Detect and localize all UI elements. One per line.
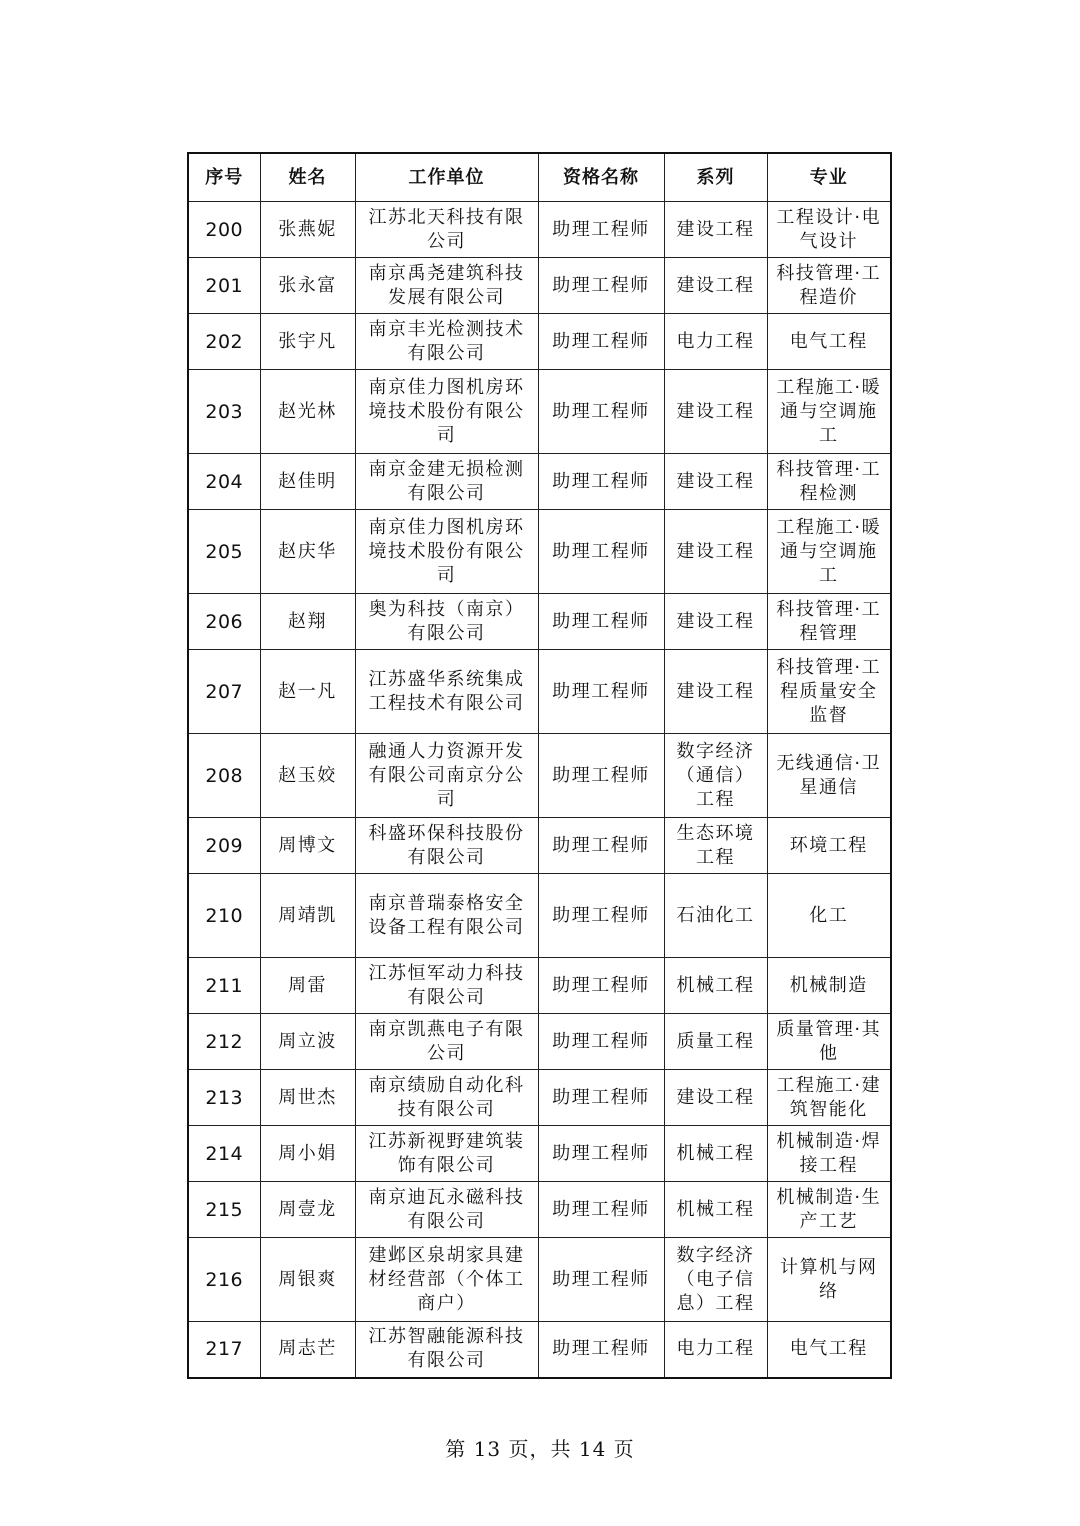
cell-unit: 南京佳力图机房环境技术股份有限公司 bbox=[355, 370, 538, 454]
table-row bbox=[188, 202, 891, 258]
cell-no: 211 bbox=[188, 958, 260, 1014]
cell-name: 赵翔 bbox=[260, 594, 355, 650]
cell-qualification: 助理工程师 bbox=[538, 818, 664, 874]
cell-major: 环境工程 bbox=[767, 818, 891, 874]
cell-qualification: 助理工程师 bbox=[538, 1070, 664, 1126]
cell-unit: 科盛环保科技股份有限公司 bbox=[355, 818, 538, 874]
cell-name: 张永富 bbox=[260, 258, 355, 314]
cell-unit: 奥为科技（南京）有限公司 bbox=[355, 594, 538, 650]
cell-series: 石油化工 bbox=[664, 874, 767, 958]
cell-unit: 江苏智融能源科技有限公司 bbox=[355, 1322, 538, 1378]
cell-series: 建设工程 bbox=[664, 202, 767, 258]
cell-series: 建设工程 bbox=[664, 370, 767, 454]
cell-name: 赵佳明 bbox=[260, 454, 355, 510]
cell-no: 210 bbox=[188, 874, 260, 958]
cell-no: 215 bbox=[188, 1182, 260, 1238]
cell-unit: 融通人力资源开发有限公司南京分公司 bbox=[355, 734, 538, 818]
cell-series: 电力工程 bbox=[664, 1322, 767, 1378]
table-row bbox=[188, 1014, 891, 1070]
cell-name: 周立波 bbox=[260, 1014, 355, 1070]
table-row bbox=[188, 958, 891, 1014]
cell-name: 周靖凯 bbox=[260, 874, 355, 958]
cell-qualification: 助理工程师 bbox=[538, 314, 664, 370]
cell-unit: 江苏恒军动力科技有限公司 bbox=[355, 958, 538, 1014]
table-row bbox=[188, 594, 891, 650]
table-row bbox=[188, 1238, 891, 1322]
cell-series: 建设工程 bbox=[664, 510, 767, 594]
cell-qualification: 助理工程师 bbox=[538, 454, 664, 510]
cell-no: 209 bbox=[188, 818, 260, 874]
cell-no: 201 bbox=[188, 258, 260, 314]
cell-series: 机械工程 bbox=[664, 1126, 767, 1182]
cell-major: 科技管理·工程质量安全监督 bbox=[767, 650, 891, 734]
header-qualification: 资格名称 bbox=[538, 153, 664, 202]
cell-name: 赵光林 bbox=[260, 370, 355, 454]
cell-no: 200 bbox=[188, 202, 260, 258]
table-row bbox=[188, 1182, 891, 1238]
header-major: 专业 bbox=[767, 153, 891, 202]
cell-major: 机械制造 bbox=[767, 958, 891, 1014]
cell-major: 无线通信·卫星通信 bbox=[767, 734, 891, 818]
cell-series: 电力工程 bbox=[664, 314, 767, 370]
cell-major: 工程施工·暖通与空调施工 bbox=[767, 370, 891, 454]
cell-name: 周世杰 bbox=[260, 1070, 355, 1126]
cell-unit: 南京普瑞泰格安全设备工程有限公司 bbox=[355, 874, 538, 958]
table-row bbox=[188, 314, 891, 370]
cell-series: 建设工程 bbox=[664, 454, 767, 510]
cell-qualification: 助理工程师 bbox=[538, 1126, 664, 1182]
cell-unit: 建邺区泉胡家具建材经营部（个体工商户） bbox=[355, 1238, 538, 1322]
cell-qualification: 助理工程师 bbox=[538, 874, 664, 958]
cell-series: 建设工程 bbox=[664, 1070, 767, 1126]
cell-no: 204 bbox=[188, 454, 260, 510]
table-row bbox=[188, 1322, 891, 1378]
cell-qualification: 助理工程师 bbox=[538, 1014, 664, 1070]
cell-no: 212 bbox=[188, 1014, 260, 1070]
table-row bbox=[188, 454, 891, 510]
cell-name: 周志芒 bbox=[260, 1322, 355, 1378]
table-row bbox=[188, 258, 891, 314]
cell-unit: 南京绩励自动化科技有限公司 bbox=[355, 1070, 538, 1126]
cell-no: 206 bbox=[188, 594, 260, 650]
cell-no: 203 bbox=[188, 370, 260, 454]
cell-qualification: 助理工程师 bbox=[538, 1182, 664, 1238]
cell-name: 赵庆华 bbox=[260, 510, 355, 594]
cell-major: 化工 bbox=[767, 874, 891, 958]
cell-major: 科技管理·工程检测 bbox=[767, 454, 891, 510]
cell-unit: 江苏新视野建筑装饰有限公司 bbox=[355, 1126, 538, 1182]
table-body bbox=[188, 202, 891, 1378]
cell-no: 208 bbox=[188, 734, 260, 818]
cell-major: 电气工程 bbox=[767, 1322, 891, 1378]
cell-qualification: 助理工程师 bbox=[538, 958, 664, 1014]
cell-series: 质量工程 bbox=[664, 1014, 767, 1070]
cell-series: 数字经济（通信）工程 bbox=[664, 734, 767, 818]
cell-qualification: 助理工程师 bbox=[538, 1322, 664, 1378]
cell-major: 电气工程 bbox=[767, 314, 891, 370]
cell-name: 张宇凡 bbox=[260, 314, 355, 370]
cell-unit: 南京迪瓦永磁科技有限公司 bbox=[355, 1182, 538, 1238]
cell-unit: 南京凯燕电子有限公司 bbox=[355, 1014, 538, 1070]
qualification-table bbox=[187, 152, 892, 1379]
cell-series: 生态环境工程 bbox=[664, 818, 767, 874]
cell-major: 工程施工·建筑智能化 bbox=[767, 1070, 891, 1126]
header-unit: 工作单位 bbox=[355, 153, 538, 202]
cell-unit: 江苏北天科技有限公司 bbox=[355, 202, 538, 258]
cell-unit: 南京金建无损检测有限公司 bbox=[355, 454, 538, 510]
cell-name: 周雷 bbox=[260, 958, 355, 1014]
table-row bbox=[188, 734, 891, 818]
table-row bbox=[188, 1070, 891, 1126]
table-row bbox=[188, 510, 891, 594]
cell-qualification: 助理工程师 bbox=[538, 734, 664, 818]
header-series: 系列 bbox=[664, 153, 767, 202]
cell-unit: 江苏盛华系统集成工程技术有限公司 bbox=[355, 650, 538, 734]
cell-qualification: 助理工程师 bbox=[538, 650, 664, 734]
cell-series: 数字经济（电子信息）工程 bbox=[664, 1238, 767, 1322]
table-row bbox=[188, 650, 891, 734]
cell-major: 计算机与网络 bbox=[767, 1238, 891, 1322]
table-row bbox=[188, 818, 891, 874]
cell-name: 周壹龙 bbox=[260, 1182, 355, 1238]
cell-series: 机械工程 bbox=[664, 1182, 767, 1238]
cell-name: 赵玉姣 bbox=[260, 734, 355, 818]
cell-name: 赵一凡 bbox=[260, 650, 355, 734]
cell-major: 科技管理·工程造价 bbox=[767, 258, 891, 314]
cell-qualification: 助理工程师 bbox=[538, 258, 664, 314]
cell-major: 机械制造·生产工艺 bbox=[767, 1182, 891, 1238]
cell-no: 217 bbox=[188, 1322, 260, 1378]
cell-unit: 南京禹尧建筑科技发展有限公司 bbox=[355, 258, 538, 314]
cell-no: 216 bbox=[188, 1238, 260, 1322]
cell-series: 建设工程 bbox=[664, 258, 767, 314]
cell-no: 213 bbox=[188, 1070, 260, 1126]
page-footer: 第 13 页，共 14 页 bbox=[445, 1437, 635, 1461]
cell-major: 机械制造·焊接工程 bbox=[767, 1126, 891, 1182]
cell-qualification: 助理工程师 bbox=[538, 202, 664, 258]
table-row bbox=[188, 874, 891, 958]
cell-major: 科技管理·工程管理 bbox=[767, 594, 891, 650]
cell-qualification: 助理工程师 bbox=[538, 1238, 664, 1322]
cell-series: 建设工程 bbox=[664, 594, 767, 650]
cell-no: 214 bbox=[188, 1126, 260, 1182]
cell-unit: 南京佳力图机房环境技术股份有限公司 bbox=[355, 510, 538, 594]
cell-major: 工程设计·电气设计 bbox=[767, 202, 891, 258]
table-header-row bbox=[188, 153, 891, 202]
table-row bbox=[188, 370, 891, 454]
cell-name: 张燕妮 bbox=[260, 202, 355, 258]
cell-major: 工程施工·暖通与空调施工 bbox=[767, 510, 891, 594]
cell-qualification: 助理工程师 bbox=[538, 510, 664, 594]
table-row bbox=[188, 1126, 891, 1182]
cell-qualification: 助理工程师 bbox=[538, 594, 664, 650]
cell-series: 机械工程 bbox=[664, 958, 767, 1014]
cell-unit: 南京丰光检测技术有限公司 bbox=[355, 314, 538, 370]
cell-no: 205 bbox=[188, 510, 260, 594]
header-no: 序号 bbox=[188, 153, 260, 202]
cell-name: 周银爽 bbox=[260, 1238, 355, 1322]
cell-major: 质量管理·其他 bbox=[767, 1014, 891, 1070]
cell-name: 周小娟 bbox=[260, 1126, 355, 1182]
cell-name: 周博文 bbox=[260, 818, 355, 874]
cell-no: 202 bbox=[188, 314, 260, 370]
cell-no: 207 bbox=[188, 650, 260, 734]
cell-series: 建设工程 bbox=[664, 650, 767, 734]
cell-qualification: 助理工程师 bbox=[538, 370, 664, 454]
header-name: 姓名 bbox=[260, 153, 355, 202]
